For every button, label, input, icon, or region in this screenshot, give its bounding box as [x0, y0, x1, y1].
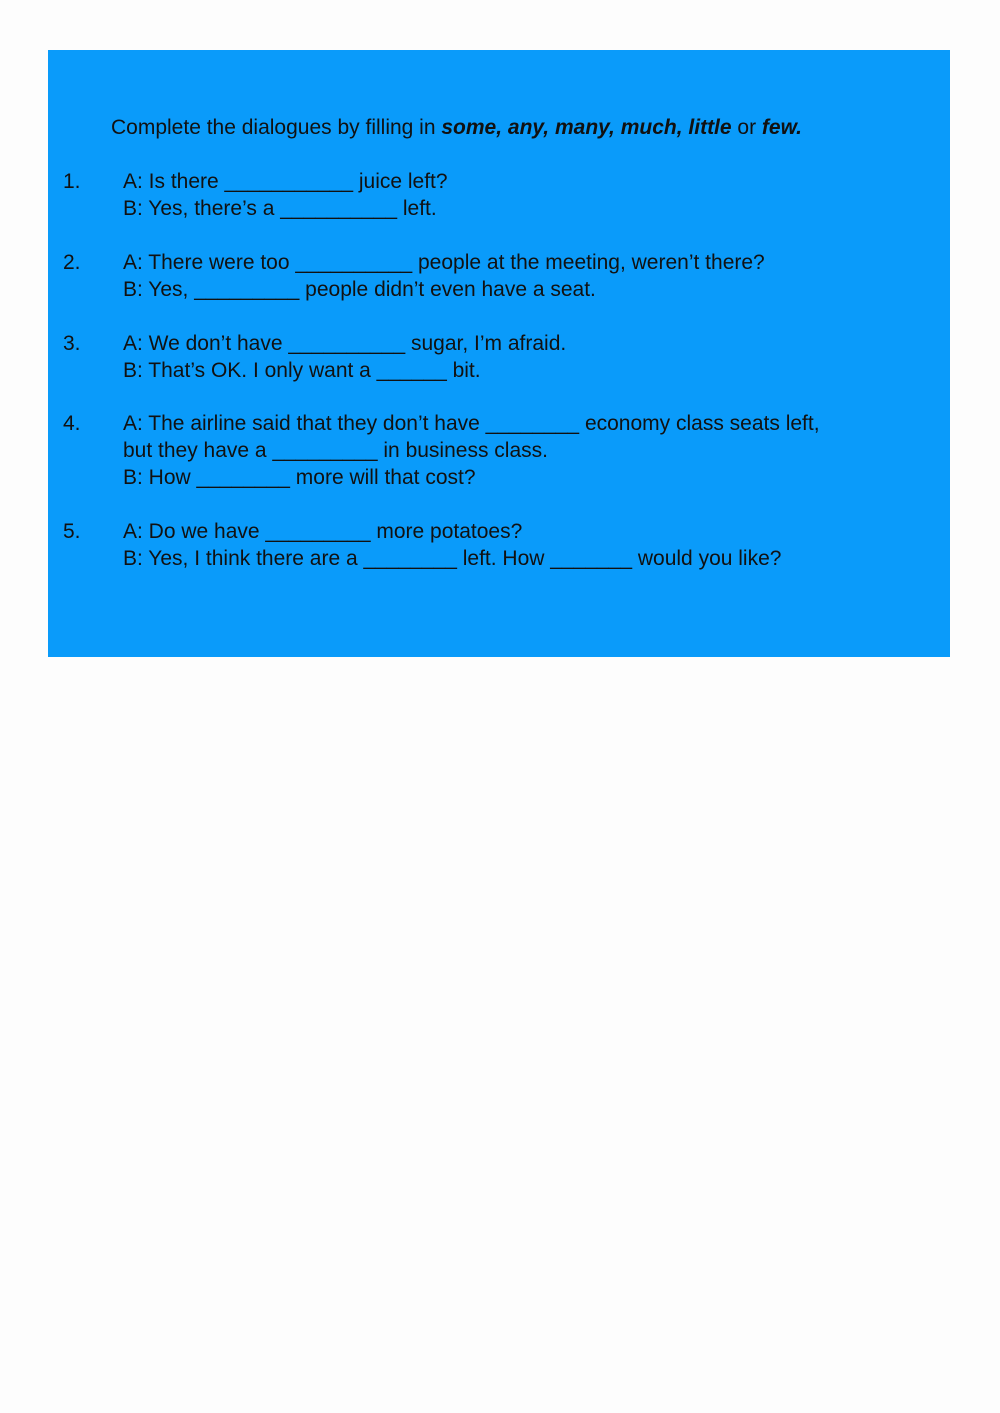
dialogue-line: B: That’s OK. I only want a ______ bit. [123, 359, 481, 382]
dialogue-line: B: Yes, I think there are a ________ left. How _______ would you like? [123, 547, 782, 570]
dialogue-line: B: Yes, there’s a __________ left. [123, 197, 437, 220]
dialogue-line: A: Is there ___________ juice left? [123, 170, 448, 193]
item-number: 1. [63, 170, 81, 193]
instruction-prefix: Complete the dialogues by filling in [111, 116, 442, 139]
exercise-panel [48, 50, 950, 657]
dialogue-line: B: Yes, _________ people didn’t even have a seat. [123, 278, 596, 301]
dialogue-line: A: We don’t have __________ sugar, I’m afraid. [123, 332, 567, 355]
instruction-middle: or [731, 116, 762, 139]
dialogue-line: B: How ________ more will that cost? [123, 466, 476, 489]
item-number: 5. [63, 520, 81, 543]
item-number: 3. [63, 332, 81, 355]
dialogue-line: A: The airline said that they don’t have ________ economy class seats left, [123, 412, 820, 435]
dialogue-line: A: Do we have _________ more potatoes? [123, 520, 523, 543]
item-number: 4. [63, 412, 81, 435]
dialogue-line: A: There were too __________ people at the meeting, weren’t there? [123, 251, 765, 274]
instruction-text [111, 114, 802, 141]
instruction-target-words: some, any, many, much, little [441, 116, 732, 139]
item-number: 2. [63, 251, 81, 274]
dialogue-line: but they have a _________ in business class. [123, 439, 548, 462]
instruction-last-word: few. [761, 116, 802, 139]
